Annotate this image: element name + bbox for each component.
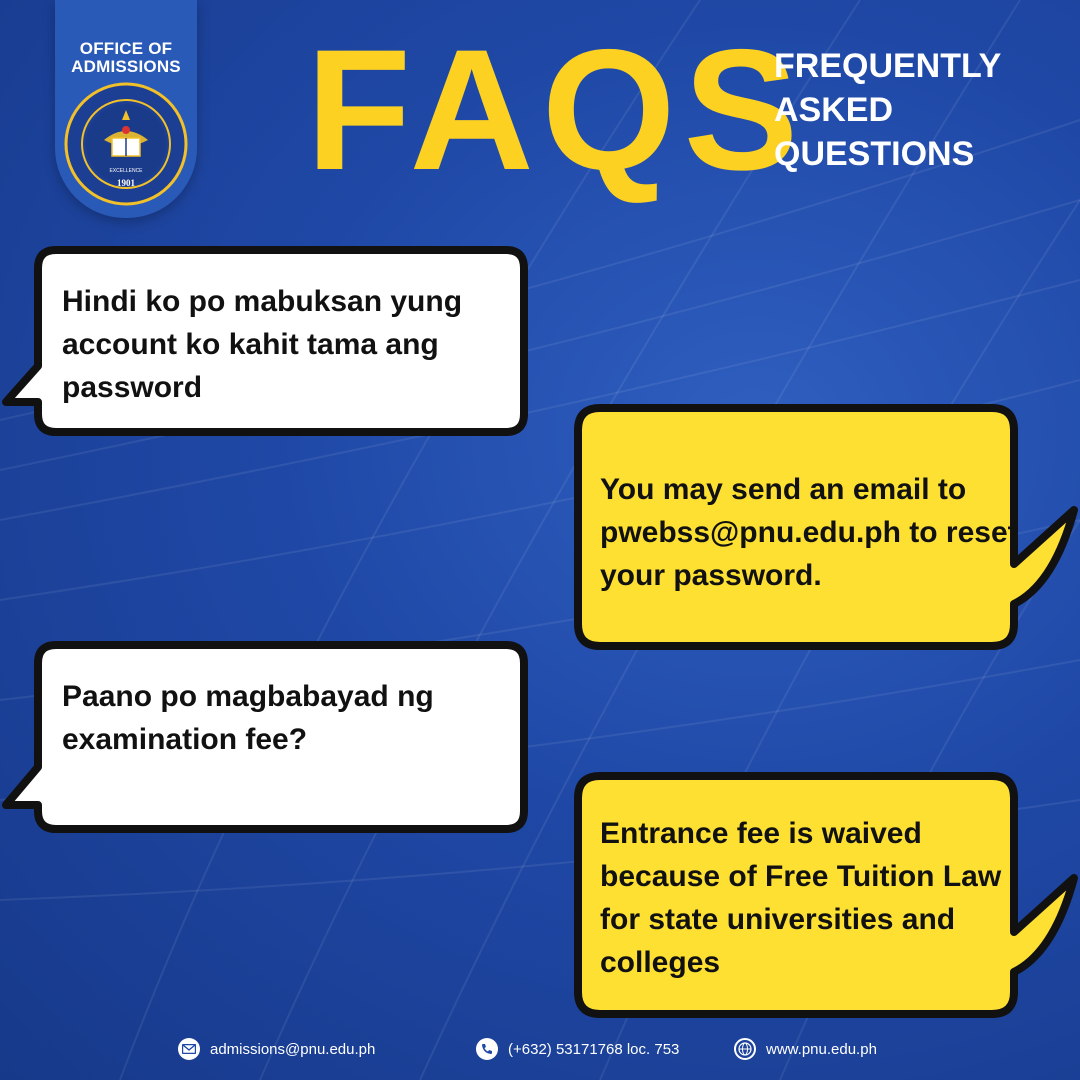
office-title: OFFICE OF ADMISSIONS: [71, 39, 181, 76]
answer-bubble-1: [574, 404, 1080, 652]
footer-phone[interactable]: (+632) 53171768 loc. 753: [476, 1036, 679, 1062]
phone-icon: [476, 1038, 498, 1060]
seal-motto: EXCELLENCE: [109, 168, 143, 174]
answer-text-2: Entrance fee is waived because of Free Tuition Law for state universities and colleges: [600, 817, 1002, 979]
office-logo-tab: [55, 0, 197, 218]
footer-website[interactable]: www.pnu.edu.ph: [734, 1036, 877, 1062]
answer-text-1: You may send an email to pwebss@pnu.edu.ph to reset your password.: [600, 473, 1018, 592]
seal-year: 1901: [117, 178, 135, 188]
question-text-2: Paano po magbabayad ng examination fee?: [62, 680, 434, 756]
footer-email[interactable]: admissions@pnu.edu.ph: [178, 1036, 375, 1062]
page-subtitle: FREQUENTLY ASKED QUESTIONS: [774, 47, 1002, 173]
university-seal-icon: [64, 82, 188, 206]
question-bubble-2: [0, 641, 530, 837]
globe-icon: [734, 1038, 756, 1060]
page-title: FAQS: [306, 14, 807, 206]
question-text-1: Hindi ko po mabuksan yung account ko kahit tama ang password: [62, 285, 463, 404]
answer-bubble-2: [574, 772, 1080, 1020]
question-bubble-1: [0, 246, 530, 440]
mail-icon: [178, 1038, 200, 1060]
